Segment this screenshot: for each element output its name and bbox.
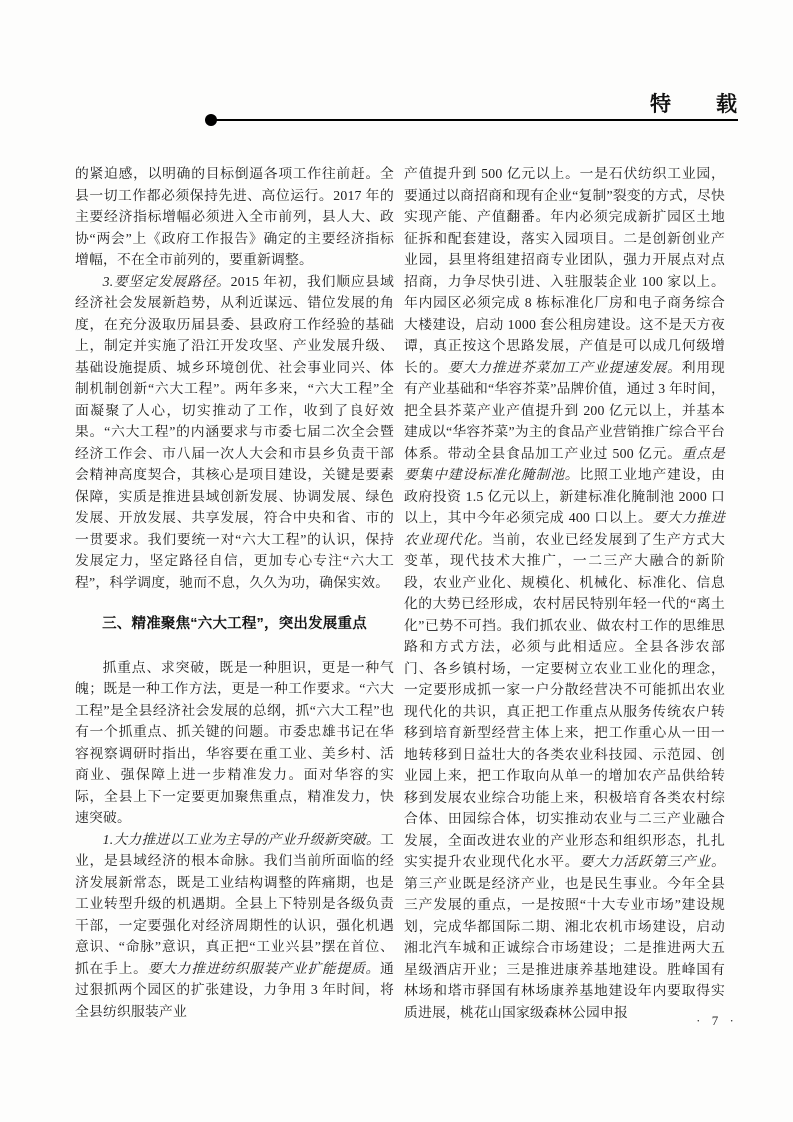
page-number: · 7 ·	[696, 1013, 738, 1028]
paragraph-right-continuation: 产值提升到 500 亿元以上。一是石伏纺织工业园，要通过以商招商和现有企业“复制”裂变的方式，尽快实现产能、产值翻番。年内必须完成新扩园区土地征拆和配套建设，落实入园项目。二是创新创业产业园，县里将组建招商专业团队，强力开展点对点招商，力争尽快引进、入驻服装企业 100 家以上。年内园区必须完成 8 栋标准化厂房和电子商务综合大楼建设，启动 1000 套公租房建设。这不是天方夜谭，真正按这个思路发展，产值是可以成几何级增长的。要大力推进芥菜加工产业提速发展。利用现有产业基础和“华容芥菜”品牌价值，通过 3 年时间，把全县芥菜产业产值提升到 200 亿元以上，并基本建成以“华容芥菜”为主的食品产业营销推广综合平台体系。带动全县食品加工产业过 500 亿元。重点是要集中建设标准化腌制池。比照工业地产建设，由政府投资 1.5 亿元以上，新建标准化腌制池 2000 口以上，其中今年必须完成 400 口以上。要大力推进农业现代化。当前，农业已经发展到了生产方式大变革，现代技术大推广，一二三产大融合的新阶段，农业产业化、规模化、机械化、标准化、信息化的大势已经形成，农村居民特别年轻一代的“离土化”已势不可挡。我们抓农业、做农村工作的思维思路和方式方法，必须与此相适应。全县各涉农部门、各乡镇村场，一定要树立农业工业化的理念，一定要形成抓一家一户分散经营决不可能抓出农业现代化的共识，真正把工作重点从服务传统农户转移到培育新型经营主体上来，把工作重心从一田一地转移到日益壮大的各类农业科技园、示范园、创业园上来，把工作取向从单一的增加农产品供给转移到发展农业综合功能上来，积极培育各类农村综合体、田园综合体，切实推动农业与二三产业融合发展，全面改进农业的产业形态和组织形态，扎扎实实提升农业现代化水平。要大力活跃第三产业。第三产业既是经济产业，也是民生事业。今年全县三产发展的重点，一是按照“十大专业市场”建设规划，完成华都国际二期、湘北农机市场建设，启动湘北汽车城和正诚综合市场建设；二是推进两大五星级酒店开业；三是推进康养基地建设。胜峰国有林场和塔市驿国有林场康养基地建设年内要取得实质进展，桃花山国家级森林公园申报	[404, 166, 726, 1020]
section-title	[560, 88, 738, 118]
paragraph-continuation: 的紧迫感，以明确的目标倒逼各项工作往前赶。全县一切工作都必须保持先进、高位运行。2017 年的主要经济指标增幅必须进入全市前列，县人大、政协“两会”上《政府工作报告》确定的主要经济指标增幅，不在全市前列的，要重新调整。	[75, 166, 394, 267]
right-column	[404, 163, 725, 1023]
section-heading: 三、精准聚焦“六大工程”，突出发展重点	[102, 616, 367, 632]
paragraph-development-path: 3.要坚定发展路径。2015 年初，我们顺应县域经济社会发展新趋势，从利近谋远、错位发展的角度，在充分汲取历届县委、县政府工作经验的基础上，制定并实施了沿江开发攻坚、产业发展升级、基础设施提质、城乡环境创优、社会事业同兴、体制机制创新“六大工程”。两年多来，“六大工程”全面凝聚了人心，切实推动了工作，收到了良好效果。“六大工程”的内涵要求与市委七届二次全会暨经济工作会、市八届一次人大会和市县乡负责干部会精神高度契合，其核心是项目建设，关键是要素保障，实质是推进县域创新发展、协调发展、绿色发展、开放发展、共享发展，符合中央和省、市的一贯要求。我们要统一对“六大工程”的认识，保持发展定力，坚定路径自信，更加专心专注“六大工程”，科学调度，驰而不息，久久为功，确保实效。	[75, 273, 394, 590]
header-rule	[211, 119, 738, 121]
header-rule-dot	[205, 114, 217, 126]
section-title-char-2: 载	[716, 92, 738, 116]
section-title-char-1: 特	[650, 92, 672, 116]
paragraph-focus: 抓重点、求突破，既是一种胆识，更是一种气魄；既是一种工作方法，更是一种工作要求。“六大工程”是全县经济社会发展的总纲，抓“六大工程”也有一个抓重点、抓关键的问题。市委忠雄书记在华容视察调研时指出，华容要在重工业、美乡村、活商业、强保障上进一步精准发力。面对华容的实际，全县上下一定要更加聚焦重点，精准发力，快速突破。	[75, 659, 394, 825]
left-column	[75, 163, 394, 1022]
paragraph-industry: 1.大力推进以工业为主导的产业升级新突破。工业，是县域经济的根本命脉。我们当前所面临的经济发展新常态，既是工业结构调整的阵痛期，也是工业转型升级的机遇期。全县上下特别是各级负责干部，一定要强化对经济周期性的认识，强化机遇意识、“命脉”意识，真正把“工业兴县”摆在首位、抓在手上。要大力推进纺织服装产业扩能提质。通过狠抓两个园区的扩张建设，力争用 3 年时间，将全县纺织服装产业	[75, 831, 395, 1019]
